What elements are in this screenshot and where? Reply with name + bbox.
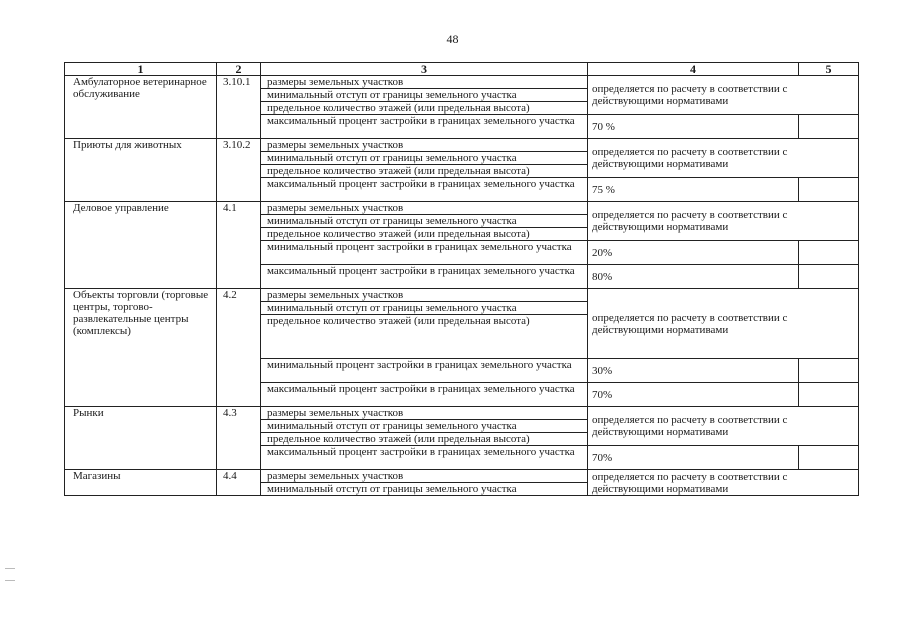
table-row [65, 139, 859, 152]
parameter-name: максимальный процент застройки в границах земельного участка [261, 383, 588, 407]
norm-text: определяется по расчету в соответствии с действующими нормативами [588, 139, 859, 178]
empty-cell [799, 383, 859, 407]
parameter-name: предельное количество этажей (или предельная высота) [261, 228, 588, 241]
empty-cell [799, 241, 859, 265]
norm-text: определяется по расчету в соответствии с действующими нормативами [588, 202, 859, 241]
table-row [65, 470, 859, 483]
parameter-name: минимальный процент застройки в границах земельного участка [261, 359, 588, 383]
column-header: 5 [799, 63, 859, 76]
parameter-name: минимальный отступ от границы земельного участка [261, 420, 588, 433]
parameter-value: 70% [588, 383, 799, 407]
parameter-value: 80% [588, 265, 799, 289]
parameter-value: 20% [588, 241, 799, 265]
parameter-value: 75 % [588, 178, 799, 202]
margin-mark [5, 580, 15, 581]
parameter-name: размеры земельных участков [261, 76, 588, 89]
empty-cell [799, 446, 859, 470]
parameter-name: максимальный процент застройки в границах земельного участка [261, 115, 588, 139]
parameter-name: размеры земельных участков [261, 202, 588, 215]
use-type-name: Деловое управление [65, 202, 217, 289]
page-number: 48 [446, 32, 459, 46]
parameter-name: размеры земельных участков [261, 470, 588, 483]
parameter-name: максимальный процент застройки в границах земельного участка [261, 446, 588, 470]
empty-cell [799, 178, 859, 202]
column-header: 2 [217, 63, 261, 76]
use-type-code: 4.3 [217, 407, 261, 470]
empty-cell [799, 265, 859, 289]
parameter-name: минимальный отступ от границы земельного участка [261, 152, 588, 165]
parameter-name: предельное количество этажей (или предельная высота) [261, 165, 588, 178]
parameter-name: размеры земельных участков [261, 289, 588, 302]
use-type-name: Объекты торговли (торговые центры, торгово-развлекательные центры (комплексы) [65, 289, 217, 407]
table-row [65, 289, 859, 302]
use-type-name: Приюты для животных [65, 139, 217, 202]
use-type-code: 4.4 [217, 470, 261, 496]
table-row [65, 202, 859, 215]
header-row [65, 63, 859, 76]
parameter-value: 70 % [588, 115, 799, 139]
norm-text: определяется по расчету в соответствии с действующими нормативами [588, 289, 859, 359]
norm-text: определяется по расчету в соответствии с действующими нормативами [588, 470, 859, 496]
parameter-name: максимальный процент застройки в границах земельного участка [261, 265, 588, 289]
use-type-name: Рынки [65, 407, 217, 470]
parameter-name: размеры земельных участков [261, 407, 588, 420]
table-row [65, 407, 859, 420]
parameter-value: 30% [588, 359, 799, 383]
parameter-name: минимальный отступ от границы земельного участка [261, 89, 588, 102]
empty-cell [799, 359, 859, 383]
margin-mark [5, 568, 15, 569]
use-type-code: 3.10.2 [217, 139, 261, 202]
use-type-name: Магазины [65, 470, 217, 496]
use-type-code: 4.2 [217, 289, 261, 407]
norm-text: определяется по расчету в соответствии с действующими нормативами [588, 407, 859, 446]
parameter-value: 70% [588, 446, 799, 470]
table-row [65, 76, 859, 89]
parameter-name: предельное количество этажей (или предельная высота) [261, 433, 588, 446]
parameter-name: минимальный отступ от границы земельного участка [261, 483, 588, 496]
parameter-name: максимальный процент застройки в границах земельного участка [261, 178, 588, 202]
parameter-name: предельное количество этажей (или предельная высота) [261, 315, 588, 359]
regulations-table [64, 62, 859, 496]
parameter-name: размеры земельных участков [261, 139, 588, 152]
parameter-name: минимальный отступ от границы земельного участка [261, 302, 588, 315]
column-header: 4 [588, 63, 799, 76]
use-type-code: 3.10.1 [217, 76, 261, 139]
parameter-name: предельное количество этажей (или предельная высота) [261, 102, 588, 115]
parameter-name: минимальный отступ от границы земельного участка [261, 215, 588, 228]
use-type-code: 4.1 [217, 202, 261, 289]
norm-text: определяется по расчету в соответствии с действующими нормативами [588, 76, 859, 115]
column-header: 3 [261, 63, 588, 76]
parameter-name: минимальный процент застройки в границах земельного участка [261, 241, 588, 265]
empty-cell [799, 115, 859, 139]
use-type-name: Амбулаторное ветеринарное обслуживание [65, 76, 217, 139]
column-header: 1 [65, 63, 217, 76]
